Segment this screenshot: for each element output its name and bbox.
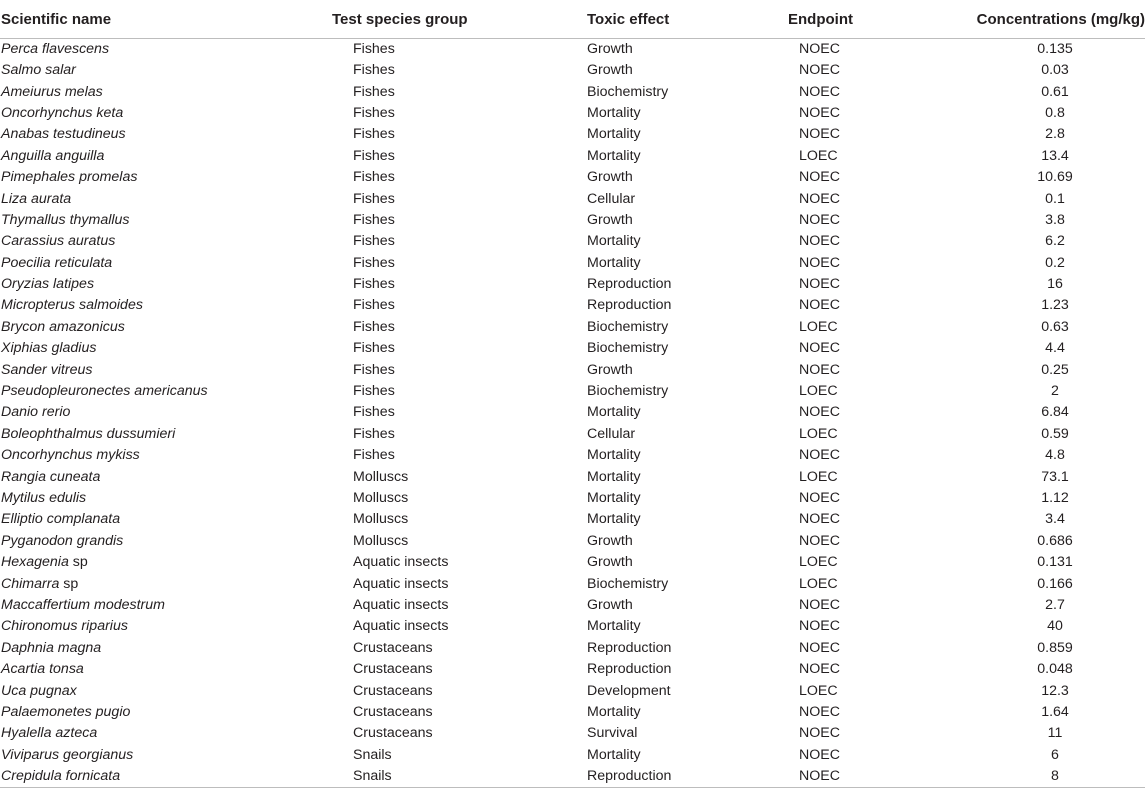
- table-row: [0, 81, 1145, 102]
- cell-concentration: 0.59: [1041, 425, 1069, 442]
- species-suffix: sp: [59, 575, 79, 592]
- cell-endpoint: LOEC: [799, 468, 838, 485]
- cell-concentration: 0.131: [1037, 554, 1073, 571]
- table-body: [0, 39, 1145, 788]
- species-name: Ameiurus melas: [1, 83, 103, 100]
- cell-test-species-group: Aquatic insects: [353, 618, 449, 635]
- table-row: [0, 531, 1145, 552]
- species-name: Pseudopleuronectes americanus: [1, 383, 208, 400]
- cell-endpoint: NOEC: [799, 104, 840, 121]
- cell-toxic-effect: Mortality: [587, 254, 641, 271]
- table-row: [0, 146, 1145, 167]
- cell-concentration: 6.2: [1045, 233, 1065, 250]
- cell-endpoint: NOEC: [799, 169, 840, 186]
- species-name: Micropterus salmoides: [1, 297, 143, 314]
- cell-test-species-group: Fishes: [353, 404, 395, 421]
- cell-scientific-name: [0, 531, 330, 552]
- cell-concentration: 2: [1051, 383, 1059, 400]
- species-name: Anabas testudineus: [1, 126, 126, 143]
- cell-test-species-group: Snails: [330, 766, 575, 788]
- cell-concentration: 6: [1051, 746, 1059, 763]
- table-row: [0, 103, 1145, 124]
- cell-concentration: 4.4: [1045, 340, 1065, 357]
- table-row: [0, 253, 1145, 274]
- table-row: [0, 60, 1145, 81]
- cell-endpoint: NOEC: [799, 596, 840, 613]
- cell-scientific-name: [0, 124, 330, 145]
- cell-concentration: 73.1: [1041, 468, 1069, 485]
- cell-concentration: 1.23: [1041, 297, 1069, 314]
- cell-concentration: 0.135: [1037, 41, 1073, 57]
- table-row: [0, 381, 1145, 402]
- cell-test-species-group: Fishes: [353, 254, 395, 271]
- cell-scientific-name: [0, 488, 330, 509]
- cell-concentration: 4.8: [1045, 447, 1065, 464]
- header-endpoint: Endpoint: [745, 0, 915, 39]
- cell-endpoint: LOEC: [799, 383, 838, 400]
- cell-toxic-effect: Mortality: [587, 511, 641, 528]
- cell-scientific-name: [0, 723, 330, 744]
- species-name: Oryzias latipes: [1, 276, 95, 293]
- cell-toxic-effect: Biochemistry: [587, 383, 669, 400]
- cell-toxic-effect: Mortality: [587, 468, 641, 485]
- cell-concentration: 0.61: [1041, 83, 1069, 100]
- cell-toxic-effect: Mortality: [587, 703, 641, 720]
- table-row: [0, 488, 1145, 509]
- cell-concentration: 0.2: [1045, 254, 1065, 271]
- cell-concentration: 3.4: [1045, 511, 1065, 528]
- cell-concentration: 0.048: [1037, 661, 1073, 678]
- cell-test-species-group: Aquatic insects: [353, 596, 449, 613]
- species-name: Danio rerio: [1, 404, 71, 421]
- cell-scientific-name: [0, 317, 330, 338]
- header-scientific-name: Scientific name: [0, 0, 330, 39]
- cell-concentration: 11: [1047, 725, 1063, 742]
- species-suffix: sp: [68, 554, 88, 571]
- cell-scientific-name: [0, 766, 330, 788]
- cell-endpoint: NOEC: [799, 361, 840, 378]
- table-row: [0, 295, 1145, 316]
- species-name: Uca pugnax: [1, 682, 77, 699]
- cell-concentration: 8: [915, 766, 1145, 788]
- cell-endpoint: NOEC: [799, 297, 840, 314]
- cell-endpoint: NOEC: [799, 254, 840, 271]
- cell-test-species-group: Fishes: [353, 276, 395, 293]
- cell-concentration: 0.03: [1041, 62, 1069, 79]
- cell-toxic-effect: Reproduction: [587, 297, 672, 314]
- cell-toxic-effect: Mortality: [587, 126, 641, 143]
- cell-test-species-group: Fishes: [353, 147, 395, 164]
- cell-endpoint: NOEC: [799, 190, 840, 207]
- table-row: [0, 359, 1145, 380]
- cell-scientific-name: [0, 103, 330, 124]
- cell-toxic-effect: Growth: [587, 554, 633, 571]
- species-name: Liza aurata: [1, 190, 72, 207]
- cell-concentration: 2.8: [1045, 126, 1065, 143]
- species-name: Acartia tonsa: [1, 661, 84, 678]
- table-row: [0, 552, 1145, 573]
- table-row: [0, 402, 1145, 423]
- species-name: Mytilus edulis: [1, 490, 87, 506]
- cell-endpoint: LOEC: [799, 425, 838, 442]
- species-name: Rangia cuneata: [1, 468, 101, 485]
- table-row: [0, 680, 1145, 701]
- cell-toxic-effect: Mortality: [587, 147, 641, 164]
- cell-endpoint: NOEC: [799, 276, 840, 293]
- cell-toxic-effect: Biochemistry: [587, 83, 669, 100]
- header-concentrations: Concentrations (mg/kg): [915, 0, 1145, 39]
- cell-endpoint: NOEC: [799, 404, 840, 421]
- header-test-species-group: Test species group: [330, 0, 575, 39]
- table-row: [0, 445, 1145, 466]
- cell-test-species-group: Fishes: [353, 169, 395, 186]
- cell-test-species-group: Fishes: [353, 425, 395, 442]
- species-name: Hexagenia: [1, 554, 69, 571]
- species-name: Hyalella azteca: [1, 725, 98, 742]
- cell-test-species-group: Fishes: [353, 211, 395, 228]
- table-row: [0, 188, 1145, 209]
- cell-scientific-name: [0, 231, 330, 252]
- species-name: Perca flavescens: [1, 41, 110, 57]
- cell-scientific-name: [0, 295, 330, 316]
- species-name: Carassius auratus: [1, 233, 116, 250]
- species-name: Boleophthalmus dussumieri: [1, 425, 176, 442]
- cell-test-species-group: Fishes: [353, 297, 395, 314]
- cell-toxic-effect: Growth: [587, 532, 633, 549]
- cell-toxic-effect: Mortality: [587, 746, 641, 763]
- cell-scientific-name: [0, 573, 330, 594]
- cell-toxic-effect: Cellular: [587, 190, 636, 207]
- cell-concentration: 3.8: [1045, 211, 1065, 228]
- cell-toxic-effect: Biochemistry: [587, 318, 669, 335]
- cell-test-species-group: Crustaceans: [353, 682, 433, 699]
- cell-concentration: 0.166: [1037, 575, 1073, 592]
- cell-scientific-name: [0, 188, 330, 209]
- cell-scientific-name: [0, 424, 330, 445]
- table-row: [0, 638, 1145, 659]
- table-row: [0, 39, 1145, 61]
- cell-toxic-effect: Growth: [587, 211, 633, 228]
- cell-test-species-group: Aquatic insects: [353, 575, 449, 592]
- cell-endpoint: NOEC: [799, 511, 840, 528]
- cell-toxic-effect: Biochemistry: [587, 340, 669, 357]
- cell-concentration: 12.3: [1041, 682, 1069, 699]
- cell-toxic-effect: Mortality: [587, 490, 641, 506]
- header-toxic-effect: Toxic effect: [575, 0, 745, 39]
- cell-toxic-effect: Mortality: [587, 104, 641, 121]
- cell-test-species-group: Fishes: [353, 340, 395, 357]
- cell-concentration: 0.63: [1041, 318, 1069, 335]
- cell-toxic-effect: Growth: [587, 41, 633, 57]
- cell-toxic-effect: Development: [587, 682, 671, 699]
- species-name: Palaemonetes pugio: [1, 703, 131, 720]
- table-row: [0, 124, 1145, 145]
- cell-scientific-name: [0, 616, 330, 637]
- cell-scientific-name: [0, 466, 330, 487]
- cell-scientific-name: [0, 638, 330, 659]
- cell-test-species-group: Fishes: [353, 83, 395, 100]
- cell-toxic-effect: Growth: [587, 361, 633, 378]
- table-row: [0, 317, 1145, 338]
- species-name: Oncorhynchus mykiss: [1, 447, 140, 464]
- cell-endpoint: LOEC: [799, 147, 838, 164]
- cell-endpoint: NOEC: [799, 211, 840, 228]
- cell-scientific-name: [0, 659, 330, 680]
- species-name: Thymallus thymallus: [1, 211, 130, 228]
- cell-endpoint: NOEC: [799, 447, 840, 464]
- table-row: [0, 274, 1145, 295]
- species-name: Maccaffertium modestrum: [1, 596, 165, 613]
- cell-test-species-group: Snails: [353, 746, 392, 763]
- cell-toxic-effect: Cellular: [587, 425, 636, 442]
- cell-concentration: 1.12: [1041, 490, 1069, 506]
- cell-test-species-group: Aquatic insects: [353, 554, 449, 571]
- cell-scientific-name: [0, 81, 330, 102]
- table-row: [0, 573, 1145, 594]
- cell-endpoint: LOEC: [799, 575, 838, 592]
- cell-concentration: 0.1: [1045, 190, 1065, 207]
- cell-toxic-effect: Mortality: [587, 618, 641, 635]
- cell-test-species-group: Fishes: [353, 383, 395, 400]
- cell-toxic-effect: Growth: [587, 596, 633, 613]
- cell-test-species-group: Fishes: [353, 190, 395, 207]
- cell-endpoint: NOEC: [799, 661, 840, 678]
- species-name: Pyganodon grandis: [1, 532, 124, 549]
- cell-endpoint: NOEC: [799, 746, 840, 763]
- cell-endpoint: LOEC: [799, 682, 838, 699]
- cell-test-species-group: Molluscs: [353, 468, 409, 485]
- cell-concentration: 0.686: [1037, 532, 1073, 549]
- cell-test-species-group: Crustaceans: [353, 639, 433, 656]
- cell-scientific-name: [0, 39, 330, 61]
- table-header: [0, 0, 1145, 39]
- cell-concentration: 0.25: [1041, 361, 1069, 378]
- table-row: [0, 702, 1145, 723]
- cell-test-species-group: Crustaceans: [353, 661, 433, 678]
- cell-test-species-group: Fishes: [353, 361, 395, 378]
- cell-scientific-name: [0, 338, 330, 359]
- cell-endpoint: NOEC: [799, 490, 840, 506]
- table-row: [0, 231, 1145, 252]
- cell-endpoint: LOEC: [799, 318, 838, 335]
- species-name: Oncorhynchus keta: [1, 104, 124, 121]
- cell-concentration: 6.84: [1041, 404, 1069, 421]
- cell-concentration: 10.69: [1037, 169, 1073, 186]
- cell-scientific-name: [0, 253, 330, 274]
- table-row: [0, 659, 1145, 680]
- cell-toxic-effect: Reproduction: [575, 766, 745, 788]
- cell-scientific-name: [0, 60, 330, 81]
- cell-scientific-name: [0, 146, 330, 167]
- cell-scientific-name: [0, 210, 330, 231]
- cell-endpoint: NOEC: [799, 126, 840, 143]
- cell-endpoint: NOEC: [799, 639, 840, 656]
- cell-concentration: 0.859: [1037, 639, 1073, 656]
- species-name: Pimephales promelas: [1, 169, 138, 186]
- cell-toxic-effect: Mortality: [587, 233, 641, 250]
- cell-endpoint: NOEC: [799, 703, 840, 720]
- table-row: [0, 167, 1145, 188]
- cell-scientific-name: [0, 274, 330, 295]
- cell-test-species-group: Fishes: [353, 126, 395, 143]
- cell-endpoint: NOEC: [799, 618, 840, 635]
- cell-concentration: 1.64: [1041, 703, 1069, 720]
- species-name: Brycon amazonicus: [1, 318, 125, 335]
- cell-toxic-effect: Growth: [587, 62, 633, 79]
- cell-test-species-group: Crustaceans: [353, 703, 433, 720]
- cell-test-species-group: Fishes: [353, 447, 395, 464]
- table-row: [0, 616, 1145, 637]
- table-row: [0, 338, 1145, 359]
- cell-toxic-effect: Mortality: [587, 404, 641, 421]
- cell-endpoint: NOEC: [745, 766, 915, 788]
- species-name: Sander vitreus: [1, 361, 93, 378]
- cell-test-species-group: Fishes: [353, 62, 395, 79]
- cell-scientific-name: [0, 680, 330, 701]
- cell-scientific-name: [0, 381, 330, 402]
- cell-endpoint: NOEC: [799, 233, 840, 250]
- cell-concentration: 0.8: [1045, 104, 1065, 121]
- cell-toxic-effect: Survival: [587, 725, 638, 742]
- table-row: [0, 723, 1145, 744]
- cell-test-species-group: Fishes: [353, 318, 395, 335]
- table-row: [0, 766, 1145, 788]
- cell-scientific-name: [0, 702, 330, 723]
- cell-concentration: 16: [1047, 276, 1063, 293]
- cell-scientific-name: [0, 445, 330, 466]
- species-name: Viviparus georgianus: [1, 746, 134, 763]
- table-row: [0, 595, 1145, 616]
- species-name: Salmo salar: [1, 62, 76, 79]
- cell-test-species-group: Fishes: [353, 233, 395, 250]
- cell-concentration: 40: [1047, 618, 1063, 635]
- cell-test-species-group: Crustaceans: [353, 725, 433, 742]
- species-name: Chimarra: [1, 575, 60, 592]
- cell-toxic-effect: Mortality: [587, 447, 641, 464]
- species-name: Crepidula fornicata: [1, 767, 121, 784]
- species-name: Anguilla anguilla: [1, 147, 105, 164]
- cell-toxic-effect: Reproduction: [587, 639, 672, 656]
- cell-endpoint: NOEC: [799, 532, 840, 549]
- cell-scientific-name: [0, 167, 330, 188]
- cell-toxic-effect: Biochemistry: [587, 575, 669, 592]
- species-name: Chironomus riparius: [1, 618, 128, 635]
- species-name: Daphnia magna: [1, 639, 102, 656]
- species-name: Xiphias gladius: [1, 340, 97, 357]
- cell-scientific-name: [0, 745, 330, 766]
- cell-endpoint: NOEC: [799, 41, 840, 57]
- table-row: [0, 745, 1145, 766]
- header-row: [0, 0, 1145, 39]
- cell-endpoint: NOEC: [799, 83, 840, 100]
- cell-endpoint: NOEC: [799, 62, 840, 79]
- cell-toxic-effect: Growth: [587, 169, 633, 186]
- cell-test-species-group: Molluscs: [353, 532, 409, 549]
- table-row: [0, 210, 1145, 231]
- cell-toxic-effect: Reproduction: [587, 661, 672, 678]
- species-name: Elliptio complanata: [1, 511, 121, 528]
- cell-concentration: 13.4: [1041, 147, 1069, 164]
- cell-test-species-group: Molluscs: [353, 511, 409, 528]
- table-row: [0, 424, 1145, 445]
- cell-scientific-name: [0, 552, 330, 573]
- cell-scientific-name: [0, 402, 330, 423]
- cell-test-species-group: Fishes: [353, 104, 395, 121]
- cell-endpoint: NOEC: [799, 725, 840, 742]
- table-row: [0, 509, 1145, 530]
- cell-endpoint: LOEC: [799, 554, 838, 571]
- cell-test-species-group: Molluscs: [353, 490, 409, 506]
- cell-endpoint: NOEC: [799, 340, 840, 357]
- cell-scientific-name: [0, 359, 330, 380]
- cell-toxic-effect: Reproduction: [587, 276, 672, 293]
- cell-concentration: 2.7: [1045, 596, 1065, 613]
- cell-test-species-group: Fishes: [353, 41, 395, 57]
- table-row: [0, 466, 1145, 487]
- cell-scientific-name: [0, 595, 330, 616]
- cell-scientific-name: [0, 509, 330, 530]
- species-name: Poecilia reticulata: [1, 254, 113, 271]
